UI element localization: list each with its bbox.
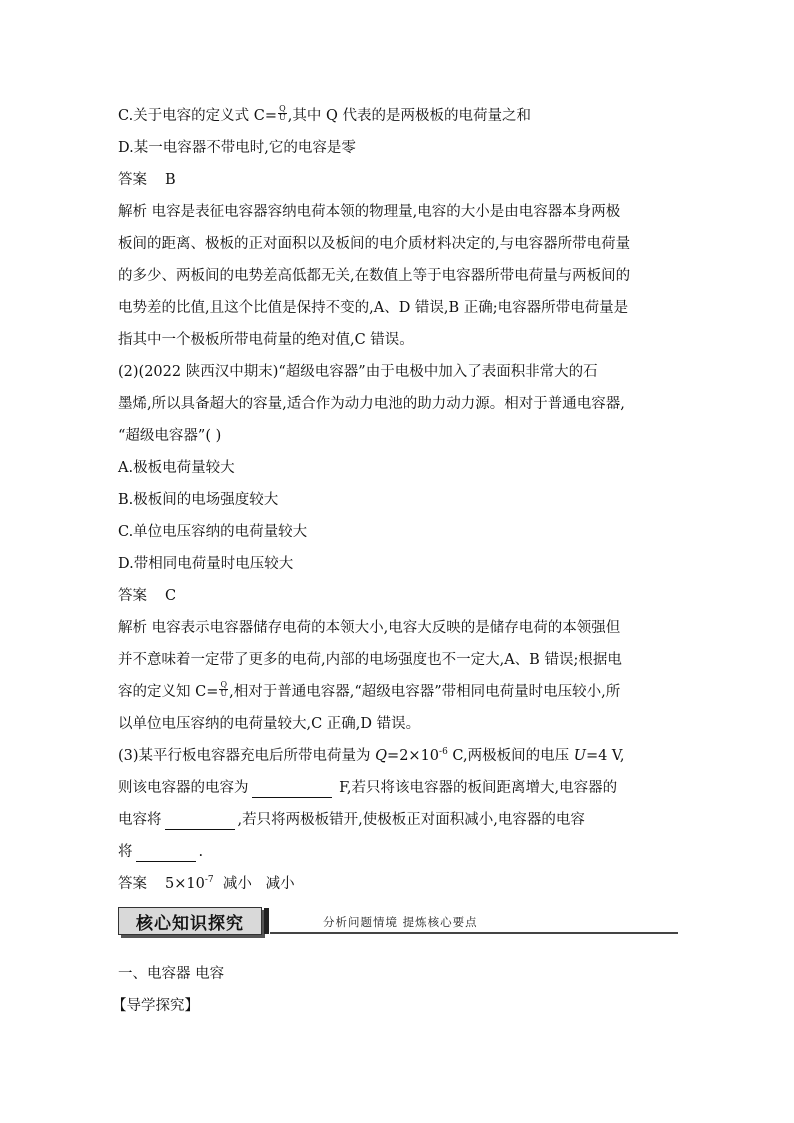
banner-subtitle: 分析问题情境 提炼核心要点 [323, 915, 478, 929]
q1-option-d: D.某一电容器不带电时,它的电容是零 [118, 140, 356, 156]
q3-stem-line: 将 . [118, 844, 204, 860]
fraction-q-over-u: $\frac{Q}{U}$ [279, 103, 286, 122]
q1-analysis-line: 解析 电容是表征电容器容纳电荷本领的物理量,电容的大小是由电容器本身两极 [118, 204, 621, 220]
q2-analysis-line: 以单位电压容纳的电荷量较大,C 正确,D 错误。 [118, 716, 421, 732]
q1-analysis-line: 板间的距离、极板的正对面积以及板间的电介质材料决定的,与电容器所带电荷量 [118, 236, 631, 252]
banner-accent-bar [264, 908, 269, 934]
q3-stem-line: 则该电容器的电容为 F,若只将该电容器的板间距离增大,电容器的 [118, 780, 618, 796]
q2-stem-line: 墨烯,所以具备超大的容量,适合作为动力电池的助力动力源。相对于普通电容器, [118, 396, 625, 412]
fraction-q-over-u: $\frac{Q}{U}$ [220, 679, 228, 698]
q2-analysis-line: 容的定义知 C= $\frac{Q}{U}$ ,相对于普通电容器,“超级电容器”带相同电荷量时电压较小,所 [118, 679, 621, 700]
banner-title: 核心知识探究 [118, 907, 262, 935]
q2-stem-line: “超级电容器”( ) [118, 428, 222, 444]
q2-answer: 答案 C [118, 588, 177, 604]
answer-blank[interactable] [252, 781, 332, 798]
q2-option-a: A.极板电荷量较大 [118, 460, 235, 476]
section-heading: 一、电容器 电容 [118, 966, 225, 982]
banner-underline [270, 932, 678, 934]
q2-analysis-line: 并不意味着一定带了更多的电荷,内部的电场强度也不一定大,A、B 错误;根据电 [118, 652, 622, 668]
q3-stem-line: (3)某平行板电容器充电后所带电荷量为 $Q=2\times 10^{-6}$ C,两极板间的电压 U=4 V, [118, 747, 625, 764]
q3-answer: 答案 $5\times 10^{-7}$ 减小 减小 [118, 875, 295, 892]
section-banner [118, 905, 678, 937]
q2-analysis-line: 解析 电容表示电容器储存电荷的本领大小,电容大反映的是储存电荷的本领强但 [118, 620, 621, 636]
q2-option-d: D.带相同电荷量时电压较大 [118, 556, 294, 572]
q1-analysis-line: 的多少、两板间的电势差高低都无关,在数值上等于电容器所带电荷量与两板间的 [118, 268, 631, 284]
q1-analysis-line: 电势差的比值,且这个比值是保持不变的,A、D 错误,B 正确;电容器所带电荷量是 [118, 300, 629, 316]
section-subheading: 【导学探究】 [112, 998, 199, 1014]
answer-blank[interactable] [136, 845, 196, 862]
q2-option-b: B.极板间的电场强度较大 [118, 492, 279, 508]
q3-stem-line: 电容将 ,若只将两极板错开,使极板正对面积减小,电容器的电容 [118, 812, 585, 828]
q2-option-c: C.单位电压容纳的电荷量较大 [118, 524, 308, 540]
q1-analysis-line: 指其中一个极板所带电荷量的绝对值,C 错误。 [118, 332, 414, 348]
answer-blank[interactable] [165, 813, 235, 830]
q2-stem-line: (2)(2022 陕西汉中期末)“超级电容器”由于电极中加入了表面积非常大的石 [118, 364, 598, 380]
q1-option-c: C.关于电容的定义式 C= $\frac{Q}{U}$ ,其中 Q 代表的是两极板的电荷量之和 [118, 103, 532, 124]
q1-answer: 答案 B [118, 172, 176, 188]
